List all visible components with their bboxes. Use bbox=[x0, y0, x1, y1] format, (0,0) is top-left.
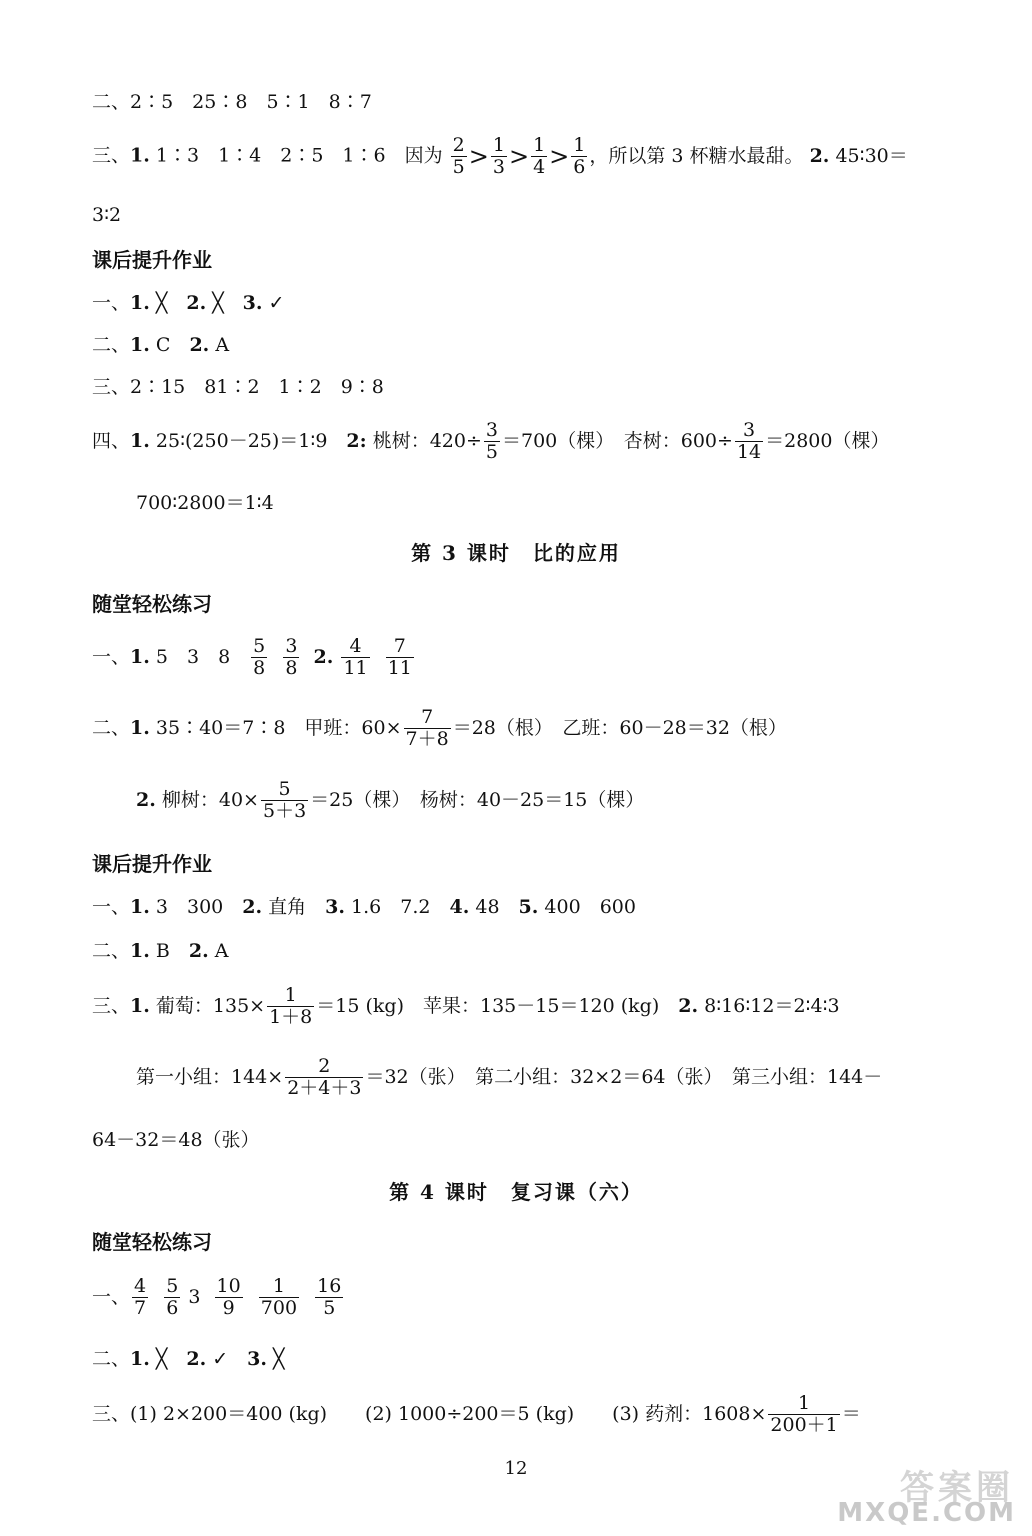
fraction: $\frac{3}{8}$ bbox=[285, 635, 298, 679]
answer-line: 四、1. 25∶(250－25)＝1∶9 2: 桃树：420÷ $\frac{3}{5}$ ＝700（棵） 杏树：600÷ $\frac{3}{14}$ ＝2800（棵） bbox=[92, 419, 890, 463]
fraction: $\frac{7}{7+8}$ bbox=[405, 706, 449, 750]
answer-line: 二、1. B 2. A bbox=[92, 940, 229, 962]
answer-line: 二、2∶5 25∶8 5∶1 8∶7 bbox=[92, 91, 372, 113]
fraction: $\frac{10}{9}$ bbox=[216, 1275, 241, 1319]
fraction: $\frac{7}{11}$ bbox=[387, 635, 412, 679]
lesson-title: 第 3 课时 比的应用 bbox=[411, 541, 621, 565]
section-heading: 课后提升作业 bbox=[92, 248, 212, 272]
fraction: $\frac{4}{11}$ bbox=[343, 635, 368, 679]
answer-line: 一、1. 5 3 8 $\frac{5}{8}$ $\frac{3}{8}$ 2. $\frac{4}{11}$ $\frac{7}{11}$ bbox=[92, 635, 412, 679]
answer-line: 700∶2800＝1∶4 bbox=[136, 492, 274, 514]
fraction: $\frac{2}{5}$ bbox=[452, 134, 465, 178]
watermark-seal: 答案圈 bbox=[900, 1468, 1014, 1508]
answer-line: 二、1. 35∶40＝7∶8 甲班：60× $\frac{7}{7+8}$ ＝28（根） 乙班：60－28＝32（根） bbox=[92, 706, 787, 750]
fraction: $\frac{1}{3}$ bbox=[492, 134, 505, 178]
fraction: $\frac{5}{5+3}$ bbox=[262, 778, 307, 822]
fraction: $\frac{2}{2+4+3}$ bbox=[287, 1055, 362, 1099]
fraction: $\frac{1}{4}$ bbox=[533, 134, 546, 178]
fraction: $\frac{4}{7}$ bbox=[134, 1275, 147, 1319]
answer-line: 一、1. 3 300 2. 直角 3. 1.6 7.2 4. 48 5. 400 600 bbox=[92, 896, 636, 918]
section-heading: 随堂轻松练习 bbox=[92, 1230, 212, 1254]
answer-line: 64－32＝48（张） bbox=[92, 1129, 260, 1151]
fraction: $\frac{16}{5}$ bbox=[317, 1275, 342, 1319]
answer-line: 一、 $\frac{4}{7}$ $\frac{5}{6}$ 3 $\frac{10}{9}$ $\frac{1}{700}$ $\frac{16}{5}$ bbox=[92, 1275, 342, 1319]
fraction: $\frac{5}{6}$ bbox=[166, 1275, 179, 1319]
answer-line: 三、1. 葡萄：135× $\frac{1}{1+8}$ ＝15 (kg) 苹果：135－15＝120 (kg) 2. 8∶16∶12＝2∶4∶3 bbox=[92, 984, 840, 1028]
lesson-title: 第 4 课时 复习课（六） bbox=[389, 1180, 643, 1204]
fraction: $\frac{5}{8}$ bbox=[253, 635, 266, 679]
answer-line: 三、1. 1∶3 1∶4 2∶5 1∶6 因为 $\frac{2}{5}$ > $\frac{1}{3}$ > $\frac{1}{4}$ > $\frac{1}{6}$ ，所以第 3 杯糖水最甜。 2. 45∶30＝ bbox=[92, 134, 908, 178]
page-number: 12 bbox=[504, 1458, 528, 1479]
answer-line: 二、1. C 2. A bbox=[92, 334, 230, 356]
answer-line: 第一小组：144× $\frac{2}{2+4+3}$ ＝32（张） 第二小组：32×2＝64（张） 第三小组：144－ bbox=[136, 1055, 883, 1099]
fraction: $\frac{1}{6}$ bbox=[573, 134, 586, 178]
section-heading: 课后提升作业 bbox=[92, 852, 212, 876]
watermark-site: MXQE.COM bbox=[837, 1498, 1016, 1528]
watermark-logo bbox=[837, 1460, 1024, 1530]
fraction: $\frac{3}{5}$ bbox=[485, 419, 498, 463]
fraction: $\frac{3}{14}$ bbox=[736, 419, 762, 463]
answer-line: 三、2∶15 81∶2 1∶2 9∶8 bbox=[92, 376, 384, 398]
fraction: $\frac{1}{700}$ bbox=[260, 1275, 298, 1319]
fraction: $\frac{1}{200+1}$ bbox=[770, 1392, 838, 1436]
fraction: $\frac{1}{1+8}$ bbox=[269, 984, 313, 1028]
answer-line: 2. 柳树：40× $\frac{5}{5+3}$ ＝25（棵） 杨树：40－25＝15（棵） bbox=[136, 778, 645, 822]
answer-line: 一、1. ╳ 2. ╳ 3. ✓ bbox=[92, 292, 285, 314]
answer-line: 3∶2 bbox=[92, 204, 122, 226]
section-heading: 随堂轻松练习 bbox=[92, 592, 212, 616]
answer-line: 三、(1) 2×200＝400 (kg) (2) 1000÷200＝5 (kg) (3) 药剂：1608× $\frac{1}{200+1}$ ＝ bbox=[92, 1392, 861, 1436]
answer-line: 二、1. ╳ 2. ✓ 3. ╳ bbox=[92, 1348, 285, 1370]
